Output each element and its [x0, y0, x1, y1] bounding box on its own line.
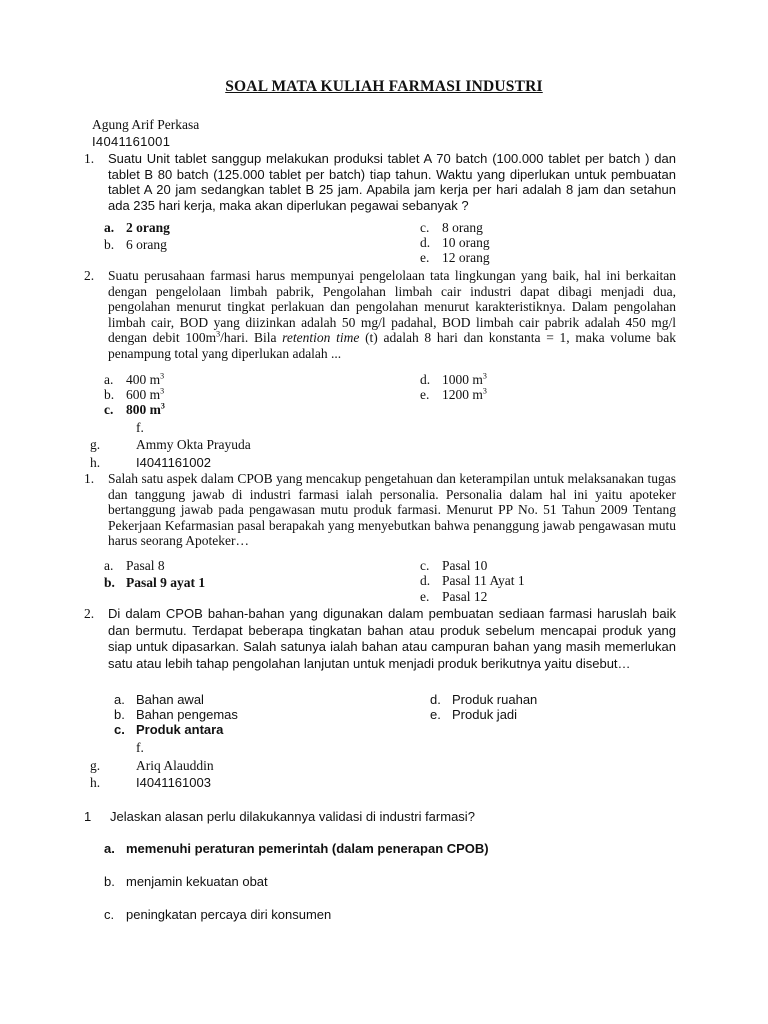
- option-letter: d.: [420, 372, 431, 387]
- option-letter: c.: [114, 722, 125, 737]
- option-letter: d.: [430, 692, 441, 707]
- option-letter: a.: [104, 220, 115, 235]
- option-letter: e.: [420, 250, 430, 265]
- option-text: menjamin kekuatan obat: [126, 874, 268, 889]
- option-text: Pasal 10: [442, 558, 488, 573]
- option-letter: c.: [104, 402, 114, 417]
- question-number: 1: [84, 809, 92, 824]
- author-nim: I4041161001: [92, 134, 171, 149]
- option-text: Pasal 12: [442, 589, 488, 604]
- list-letter: g.: [90, 758, 101, 773]
- list-letter: h.: [90, 455, 101, 470]
- question-text: Suatu Unit tablet sanggup melakukan produksi tablet A 70 batch (100.000 tablet per batch ) dan tablet B 80 batch (125.000 tablet per batch) tiap tahun. Waktu yang diperlukan untuk pembuatan tablet A 20 jam sedangkan tablet B 25 jam. Apabila jam kerja per hari adalah 8 jam dan setahun ada 235 hari kerja, maka akan diperlukan pegawai sebanyak ?: [108, 151, 676, 213]
- question-number: 1.: [84, 151, 95, 166]
- option-text: 800 $m^3$: [126, 401, 165, 417]
- author-name: Agung Arif Perkasa: [92, 117, 200, 132]
- question-number: 2.: [84, 606, 95, 621]
- option-letter: b.: [114, 707, 125, 722]
- question-text: Di dalam CPOB bahan-bahan yang digunakan dalam pembuatan sediaan farmasi haruslah baik dan bermutu. Terdapat beberapa tingkatan bahan atau produk sebelum mencapai produk yang siap untuk dipasarkan. Salah satunya ialah bahan atau campuran bahan yang masih memerlukan satu atau lebih tahap pengolahan lanjutan untuk menjadi produk berikutnya yaitu disebut…: [108, 606, 676, 671]
- option-letter: a.: [104, 372, 114, 387]
- list-letter: g.: [90, 437, 101, 452]
- option-letter: e.: [420, 387, 430, 402]
- option-letter: c.: [420, 558, 430, 573]
- option-letter: e.: [420, 589, 430, 604]
- option-text: 400 $m^3$: [126, 371, 165, 387]
- option-letter: b.: [104, 387, 115, 402]
- author-nim: I4041161002: [136, 455, 211, 470]
- option-text: Pasal 11 Ayat 1: [442, 573, 525, 588]
- question-text: Salah satu aspek dalam CPOB yang mencakup pengetahuan dan keterampilan untuk melaksanakan tugas dan tanggung jawab di industri farmasi ialah personalia. Personalia dalam hal ini yaitu apoteker bertanggung jawab pada pengawasan mutu produk farmasi. Menurut PP No. 51 Tahun 2009 Tentang Pekerjaan Kefarmasian pasal berapakah yang menyebutkan bahwa penanggung jawab pengawasan mutu harus seorang Apoteker…: [108, 471, 676, 548]
- option-letter: c.: [420, 220, 430, 235]
- option-text: Produk antara: [136, 722, 224, 737]
- option-text: Bahan awal: [136, 692, 204, 707]
- author-nim: I4041161003: [136, 775, 211, 790]
- author-name: Ammy Okta Prayuda: [136, 437, 251, 452]
- option-letter: d.: [420, 235, 431, 250]
- option-text: 1200 $m^3$: [442, 386, 487, 402]
- option-text: Pasal 9 ayat 1: [126, 575, 206, 590]
- page-title: SOAL MATA KULIAH FARMASI INDUSTRI: [225, 78, 543, 95]
- option-letter: c.: [104, 907, 115, 922]
- option-text: peningkatan percaya diri konsumen: [126, 907, 332, 922]
- question-number: 1.: [84, 471, 95, 486]
- option-text: 2 orang: [126, 220, 170, 235]
- author-name: Ariq Alauddin: [136, 758, 214, 773]
- option-letter: e.: [430, 707, 441, 722]
- option-text: 600 $m^3$: [126, 386, 165, 402]
- option-letter: f.: [136, 740, 144, 755]
- option-letter: b.: [104, 237, 115, 252]
- option-letter: a.: [114, 692, 125, 707]
- option-text: 1000 $m^3$: [442, 371, 487, 387]
- option-letter: b.: [104, 874, 115, 889]
- option-text: 6 orang: [126, 237, 167, 252]
- list-letter: h.: [90, 775, 101, 790]
- option-letter: b.: [104, 575, 115, 590]
- question-text: Jelaskan alasan perlu dilakukannya validasi di industri farmasi?: [110, 809, 475, 824]
- option-text: Produk jadi: [452, 707, 518, 722]
- option-text: memenuhi peraturan pemerintah (dalam penerapan CPOB): [126, 841, 489, 856]
- option-letter: a.: [104, 841, 115, 856]
- option-text: Bahan pengemas: [136, 707, 238, 722]
- option-letter: a.: [104, 558, 114, 573]
- option-text: 8 orang: [442, 220, 483, 235]
- option-text: 12 orang: [442, 250, 490, 265]
- question-number: 2.: [84, 268, 95, 283]
- option-text: Pasal 8: [126, 558, 165, 573]
- question-text: Suatu perusahaan farmasi harus mempunyai pengelolaan tata lingkungan yang baik, hal ini berkaitan dengan pengelolaan limbah pabrik, Pengolahan limbah cair industri dapat dibagi menjadi dua, pengolahan menurut tingkat perlakuan dan pengolahan menurut karakteristiknya. Dalam pengolahan limbah cair, BOD yang diizinkan adalah 50 mg/l padahal, BOD limbah cair pabrik adalah 450 mg/l dengan debit $100m^3$/hari. Bila retention time (t) adalah 8 hari dan konstanta = 1, maka volume bak penampung total yang diperlukan adalah ...: [108, 268, 676, 361]
- option-letter: d.: [420, 573, 431, 588]
- option-text: Produk ruahan: [452, 692, 538, 707]
- option-letter: f.: [136, 420, 144, 435]
- option-text: 10 orang: [442, 235, 490, 250]
